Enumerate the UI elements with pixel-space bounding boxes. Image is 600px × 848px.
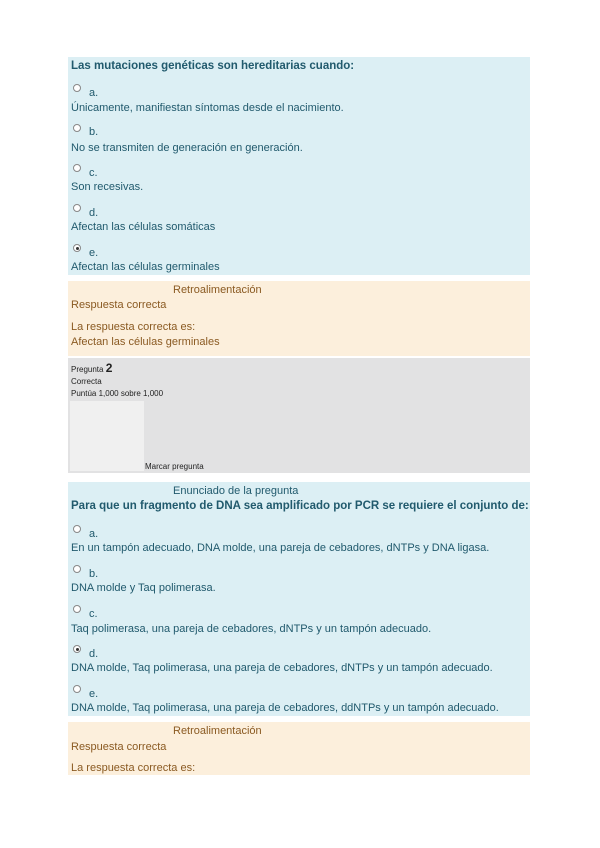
q2-option-b-radio[interactable] xyxy=(73,565,81,573)
q2-option-b-text: DNA molde y Taq polimerasa. xyxy=(71,582,216,594)
feedback-2-status: Respuesta correcta xyxy=(71,741,167,753)
question-1-text: Las mutaciones genéticas son hereditarias cuando: xyxy=(71,60,355,72)
feedback-2-block xyxy=(68,722,530,775)
q2-option-d-text: DNA molde, Taq polimerasa, una pareja de cebadores, dNTPs y un tampón adecuado. xyxy=(71,662,493,674)
question-2-block xyxy=(68,482,530,716)
feedback-2-title: Retroalimentación xyxy=(173,725,262,737)
option-b-radio[interactable] xyxy=(73,124,81,132)
feedback-1-title: Retroalimentación xyxy=(173,284,262,296)
q2-option-d-letter: d. xyxy=(89,648,99,660)
feedback-2-correct-label: La respuesta correcta es: xyxy=(71,762,196,774)
q2-option-c-text: Taq polimerasa, una pareja de cebadores, dNTPs y un tampón adecuado. xyxy=(71,623,432,635)
option-e-radio[interactable] xyxy=(73,244,81,252)
option-d-text: Afectan las células somáticas xyxy=(71,221,216,233)
q2-option-c-radio[interactable] xyxy=(73,605,81,613)
question-state: Correcta xyxy=(71,377,102,386)
q2-option-e-text: DNA molde, Taq polimerasa, una pareja de cebadores, ddNTPs y un tampón adecuado. xyxy=(71,702,499,714)
option-a-radio[interactable] xyxy=(73,84,81,92)
option-d-letter: d. xyxy=(89,207,99,219)
question-2-heading: Enunciado de la pregunta xyxy=(173,485,299,497)
q2-option-a-text: En un tampón adecuado, DNA molde, una pareja de cebadores, dNTPs y DNA ligasa. xyxy=(71,542,490,554)
option-c-radio[interactable] xyxy=(73,164,81,172)
option-b-text: No se transmiten de generación en generación. xyxy=(71,142,303,154)
option-d-radio[interactable] xyxy=(73,204,81,212)
q2-option-c-letter: c. xyxy=(89,608,98,620)
q2-option-e-radio[interactable] xyxy=(73,685,81,693)
feedback-1-correct-label: La respuesta correcta es: xyxy=(71,321,196,333)
q2-option-a-letter: a. xyxy=(89,528,99,540)
option-b-letter: b. xyxy=(89,126,99,138)
question-2-text: Para que un fragmento de DNA sea amplificado por PCR se requiere el conjunto de: xyxy=(71,500,529,512)
flag-question-link[interactable]: Marcar pregunta xyxy=(145,462,204,471)
option-e-text: Afectan las células germinales xyxy=(71,261,220,273)
feedback-1-block xyxy=(68,281,530,356)
feedback-1-correct-answer: Afectan las células germinales xyxy=(71,336,220,348)
feedback-1-status: Respuesta correcta xyxy=(71,299,167,311)
option-a-text: Únicamente, manifiestan síntomas desde el nacimiento. xyxy=(71,102,344,114)
question-number-value: 2 xyxy=(105,361,113,375)
question-2-info xyxy=(68,358,530,473)
option-a-letter: a. xyxy=(89,87,99,99)
option-e-letter: e. xyxy=(89,247,99,259)
q2-option-e-letter: e. xyxy=(89,688,99,700)
question-1-block xyxy=(68,57,530,275)
flag-area xyxy=(70,401,144,471)
question-score: Puntúa 1,000 sobre 1,000 xyxy=(71,389,164,398)
q2-option-b-letter: b. xyxy=(89,568,99,580)
q2-option-d-radio[interactable] xyxy=(73,645,81,653)
q2-option-a-radio[interactable] xyxy=(73,525,81,533)
option-c-letter: c. xyxy=(89,167,98,179)
option-c-text: Son recesivas. xyxy=(71,181,144,193)
question-number xyxy=(71,361,112,375)
question-label: Pregunta xyxy=(71,365,104,374)
